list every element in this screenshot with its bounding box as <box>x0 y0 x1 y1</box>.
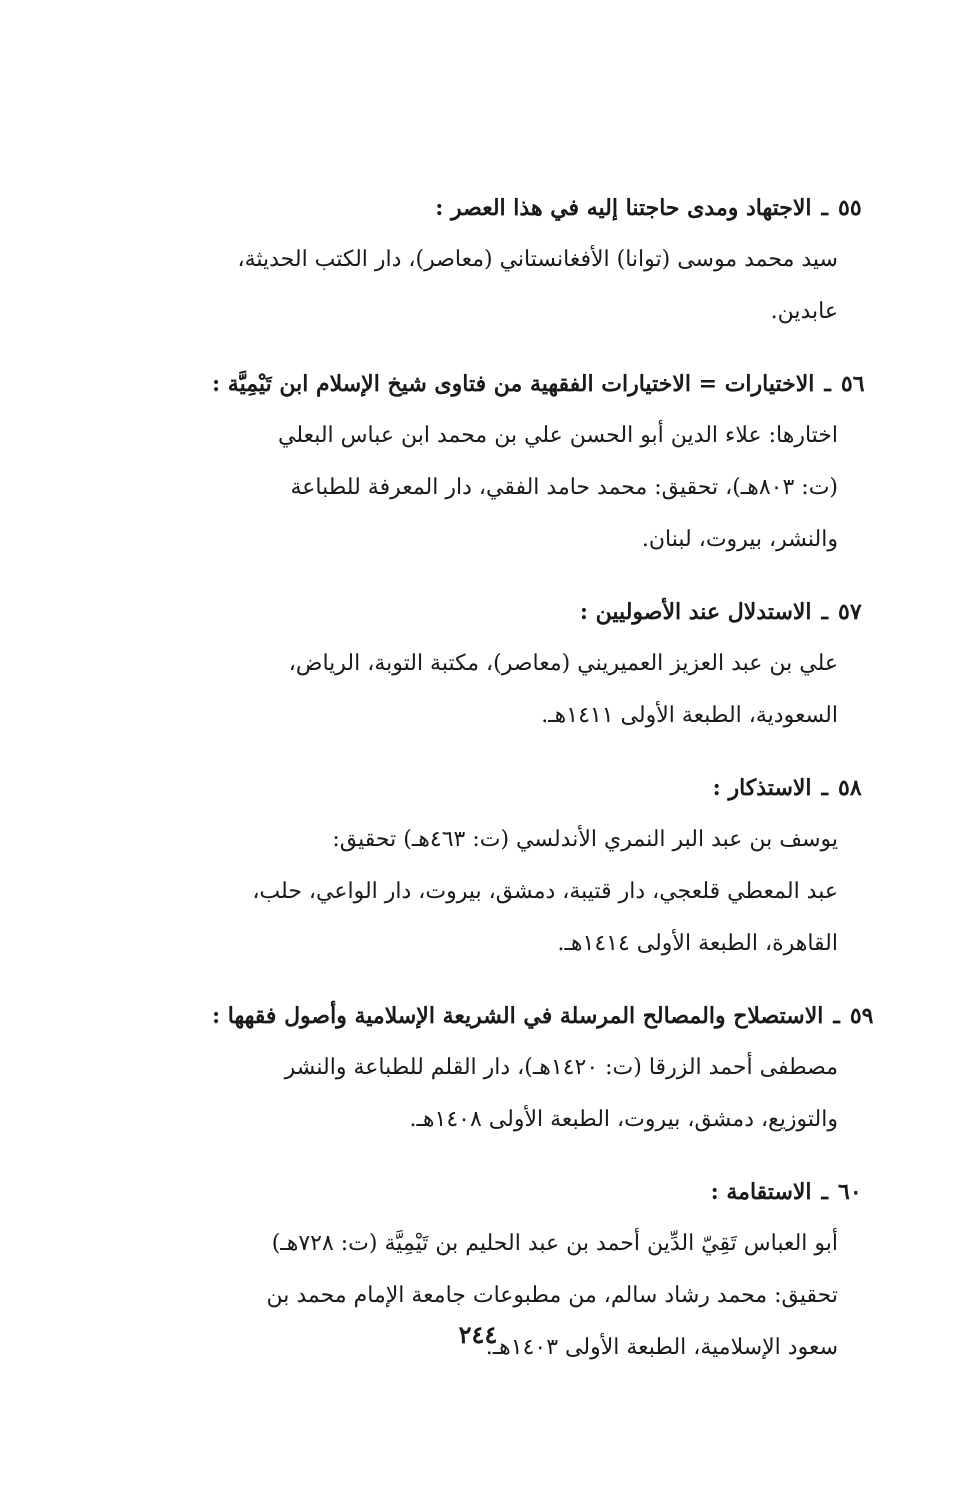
entry-line: يوسف بن عبد البر النمري الأندلسي (ت: ٤٦٣هـ) تحقيق: <box>332 827 838 852</box>
bibliography-entry <box>212 358 865 566</box>
entry-line: اختارها: علاء الدين أبو الحسن علي بن محمد ابن عباس البعلي <box>277 423 838 448</box>
entry-description <box>212 1042 838 1146</box>
entry-line: مصطفى أحمد الزرقا (ت: ١٤٢٠هـ)، دار القلم للطباعة والنشر <box>284 1055 838 1080</box>
entry-description <box>212 814 838 970</box>
entry-title: الاختيارات = الاختيارات الفقهية من فتاوى شيخ الإسلام ابن تَيْمِيَّة : <box>212 371 815 397</box>
bibliography-entry <box>212 762 862 970</box>
entry-line: (ت: ٨٠٣هـ)، تحقيق: محمد حامد الفقي، دار المعرفة للطباعة <box>290 475 838 500</box>
entry-title: الاستقامة : <box>710 1179 812 1205</box>
entry-line: تحقيق: محمد رشاد سالم، من مطبوعات جامعة الإمام محمد بن <box>266 1283 838 1308</box>
bibliography-entry <box>212 586 862 742</box>
bibliography-entry <box>212 990 874 1146</box>
entry-title: الاستذكار : <box>712 775 812 801</box>
entry-number: ٥٨ <box>838 775 862 801</box>
entry-dash: ـ <box>824 371 831 397</box>
page-number: ٢٤٤ <box>458 1320 498 1349</box>
entry-heading <box>212 182 862 234</box>
entry-line: والنشر، بيروت، لبنان. <box>641 527 838 552</box>
entry-number: ٥٦ <box>840 371 865 397</box>
entry-description <box>212 410 838 566</box>
entry-line: القاهرة، الطبعة الأولى ١٤١٤هـ. <box>557 931 838 956</box>
entry-number: ٥٧ <box>838 599 862 625</box>
entry-dash: ـ <box>821 1179 828 1205</box>
entry-dash: ـ <box>833 1003 840 1029</box>
entry-dash: ـ <box>821 775 828 801</box>
entry-heading <box>212 990 874 1042</box>
entry-line: والتوزيع، دمشق، بيروت، الطبعة الأولى ١٤٠٨هـ. <box>409 1107 838 1132</box>
entry-line: سعود الإسلامية، الطبعة الأولى ١٤٠٣هـ. <box>485 1335 838 1360</box>
entry-number: ٦٠ <box>838 1179 862 1205</box>
entry-dash: ـ <box>821 599 828 625</box>
entry-line: أبو العباس تَقِيّ الدِّين أحمد بن عبد الحليم بن تَيْمِيَّة (ت: ٧٢٨هـ) <box>271 1231 838 1256</box>
entry-line: عبد المعطي قلعجي، دار قتيبة، دمشق، بيروت، دار الواعي، حلب، <box>252 879 838 904</box>
entry-number: ٥٥ <box>838 195 862 221</box>
entry-description <box>212 234 838 338</box>
entry-title: الاستدلال عند الأصوليين : <box>579 599 812 625</box>
entry-heading <box>212 358 865 410</box>
entry-heading <box>212 762 862 814</box>
entry-heading <box>212 1166 862 1218</box>
entry-dash: ـ <box>821 195 828 221</box>
bibliography-entry <box>212 182 862 338</box>
entry-number: ٥٩ <box>849 1003 874 1029</box>
entry-line: عابدين. <box>770 299 838 324</box>
entry-line: سيد محمد موسى (توانا) الأفغانستاني (معاصر)، دار الكتب الحديثة، <box>237 247 838 272</box>
entry-description <box>212 638 838 742</box>
entry-title: الاستصلاح والمصالح المرسلة في الشريعة الإسلامية وأصول فقهها : <box>212 1003 824 1029</box>
entry-title: الاجتهاد ومدى حاجتنا إليه في هذا العصر : <box>435 195 812 221</box>
entry-heading <box>212 586 862 638</box>
bibliography-list <box>212 182 874 1394</box>
entry-line: السعودية، الطبعة الأولى ١٤١١هـ. <box>541 703 838 728</box>
entry-line: علي بن عبد العزيز العميريني (معاصر)، مكتبة التوبة، الرياض، <box>288 651 838 676</box>
